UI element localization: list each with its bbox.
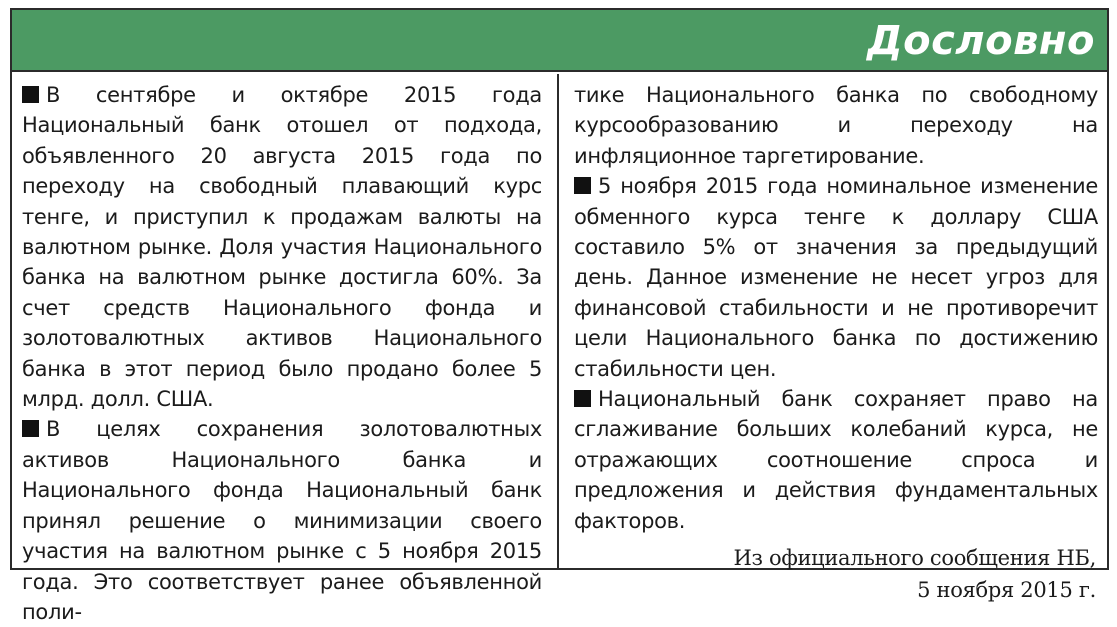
square-bullet-icon bbox=[574, 177, 591, 194]
source-line-1: Из официального сообщения НБ, bbox=[733, 546, 1096, 571]
paragraph-4 bbox=[574, 384, 1098, 536]
column-divider bbox=[557, 74, 559, 568]
paragraph-3 bbox=[574, 171, 1098, 384]
right-column bbox=[574, 80, 1098, 603]
quote-box bbox=[10, 8, 1109, 624]
left-column bbox=[22, 80, 542, 624]
source-line-2: 5 ноября 2015 г. bbox=[917, 578, 1096, 603]
paragraph-2-continuation: тике Национального банка по свободному курсообразованию и переходу на инфляционное таргетирование. bbox=[574, 83, 1098, 168]
paragraph-1 bbox=[22, 80, 542, 414]
square-bullet-icon bbox=[22, 86, 39, 103]
square-bullet-icon bbox=[574, 390, 591, 407]
paragraph-3-text: 5 ноября 2015 года номинальное изменение обменного курса тенге к доллару США составило 5% от значения за предыдущий день. Данное изменение не несет угроз для финансовой стабильности и не противоречит цели Национального банка по достижению стабильности цен. bbox=[574, 174, 1098, 381]
paragraph-2-text: В целях сохранения золотовалютных активов Национального банка и Национального фонда Национальный банк принял решение о минимизации своего участия на валютном рынке с 5 ноября 2015 года. Это соответствует ранее объявленной поли- bbox=[22, 417, 542, 624]
header-title: Дословно bbox=[866, 18, 1095, 64]
source-attribution bbox=[574, 542, 1098, 606]
header-bar bbox=[12, 10, 1107, 72]
paragraph-4-text: Национальный банк сохраняет право на сглаживание больших колебаний курса, не отражающих соотношение спроса и предложения и действия фундаментальных факторов. bbox=[574, 387, 1098, 533]
square-bullet-icon bbox=[22, 420, 39, 437]
paragraph-1-text: В сентябре и октябре 2015 года Национальный банк отошел от подхода, объявленного 20 августа 2015 года по переходу на свободный плавающий курс тенге, и приступил к продажам валюты на валютном рынке. Доля участия Национального банка на валютном рынке достигла 60%. За счет средств Национального фонда и золотовалютных активов Национального банка в этот период было продано более 5 млрд. долл. США. bbox=[22, 83, 542, 412]
paragraph-2 bbox=[22, 414, 542, 627]
